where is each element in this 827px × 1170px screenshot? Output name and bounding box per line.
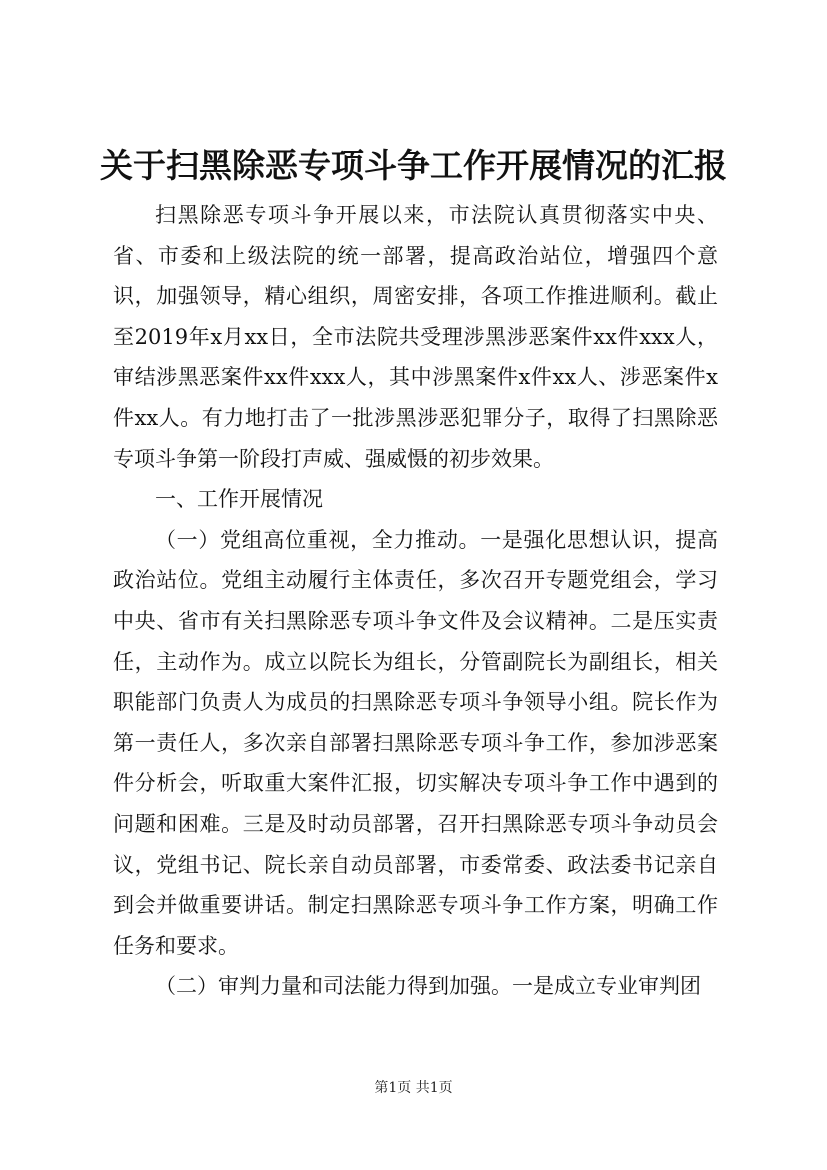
document-title: 关于扫黑除恶专项斗争工作开展情况的汇报 <box>100 146 727 185</box>
page-number-footer: 第1页 共1页 <box>374 1080 453 1096</box>
paragraph-trial-capacity: （二）审判力量和司法能力得到加强。一是成立专业审判团 <box>155 974 701 999</box>
section-heading-work-status: 一、工作开展情况 <box>155 487 323 512</box>
document-body <box>113 195 718 1007</box>
paragraph-intro: 扫黑除恶专项斗争开展以来，市法院认真贯彻落实中央、省、市委和上级法院的统一部署，提高政治站位，增强四个意识，加强领导，精心组织，周密安排，各项工作推进顺利。截止至2019年x月xx日，全市法院共受理涉黑涉恶案件xx件xxx人，审结涉黑恶案件xx件xxx人，其中涉黑案件x件xx人、涉恶案件x件xx人。有力地打击了一批涉黑涉恶犯罪分子，取得了扫黑除恶专项斗争第一阶段打声威、强威慑的初步效果。 <box>113 203 718 471</box>
paragraph-party-leadership: （一）党组高位重视，全力推动。一是强化思想认识，提高政治站位。党组主动履行主体责任，多次召开专题党组会，学习中央、省市有关扫黑除恶专项斗争文件及会议精神。二是压实责任，主动作为。成立以院长为组长，分管副院长为副组长，相关职能部门负责人为成员的扫黑除恶专项斗争领导小组。院长作为第一责任人，多次亲自部署扫黑除恶专项斗争工作，参加涉恶案件分析会，听取重大案件汇报，切实解决专项斗争工作中遇到的问题和困难。三是及时动员部署，召开扫黑除恶专项斗争动员会议，党组书记、院长亲自动员部署，市委常委、政法委书记亲自到会并做重要讲话。制定扫黑除恶专项斗争工作方案，明确工作任务和要求。 <box>113 527 718 958</box>
